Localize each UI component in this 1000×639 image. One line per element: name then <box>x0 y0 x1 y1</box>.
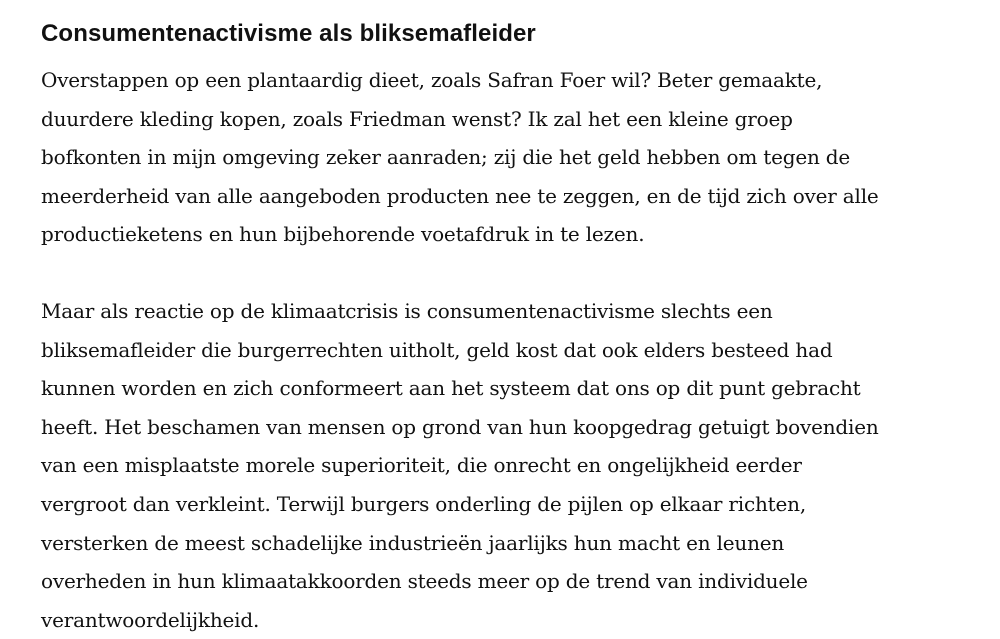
section-heading: Consumentenactivisme als bliksemafleider <box>41 20 536 47</box>
paragraph-line: Overstappen op een plantaardig dieet, zoals Safran Foer wil? Beter gemaakte, <box>41 68 823 92</box>
paragraph-line: heeft. Het beschamen van mensen op grond van hun koopgedrag getuigt bovendien <box>41 414 879 439</box>
paragraph-line: van een misplaatste morele superioriteit, die onrecht en ongelijkheid eerder <box>41 453 802 478</box>
paragraph-line: bofkonten in mijn omgeving zeker aanraden; zij die het geld hebben om tegen de <box>41 145 851 170</box>
paragraph-line: bliksemafleider die burgerrechten uitholt, geld kost dat ook elders besteed had <box>41 337 833 362</box>
paragraph-line: meerderheid van alle aangeboden producten nee te zeggen, en de tijd zich over alle <box>41 183 879 208</box>
paragraph-line: duurdere kleding kopen, zoals Friedman wenst? Ik zal het een kleine groep <box>41 106 793 131</box>
paragraph-line: Maar als reactie op de klimaatcrisis is consumentenactivisme slechts een <box>41 298 773 323</box>
paragraph-line: overheden in hun klimaatakkoorden steeds meer op de trend van individuele <box>41 569 808 594</box>
paragraph-line: versterken de meest schadelijke industrieën jaarlijks hun macht en leunen <box>41 530 785 555</box>
paragraph-line: verantwoordelijkheid. <box>41 607 260 632</box>
paragraph-line: kunnen worden en zich conformeert aan het systeem dat ons op dit punt gebracht <box>41 376 861 401</box>
paragraph-line: productieketens en hun bijbehorende voetafdruk in te lezen. <box>41 222 645 247</box>
paragraph-line: vergroot dan verkleint. Terwijl burgers onderling de pijlen op elkaar richten, <box>41 491 806 516</box>
article <box>41 18 941 639</box>
paragraph-2 <box>41 292 941 639</box>
paragraph-1 <box>41 61 941 254</box>
